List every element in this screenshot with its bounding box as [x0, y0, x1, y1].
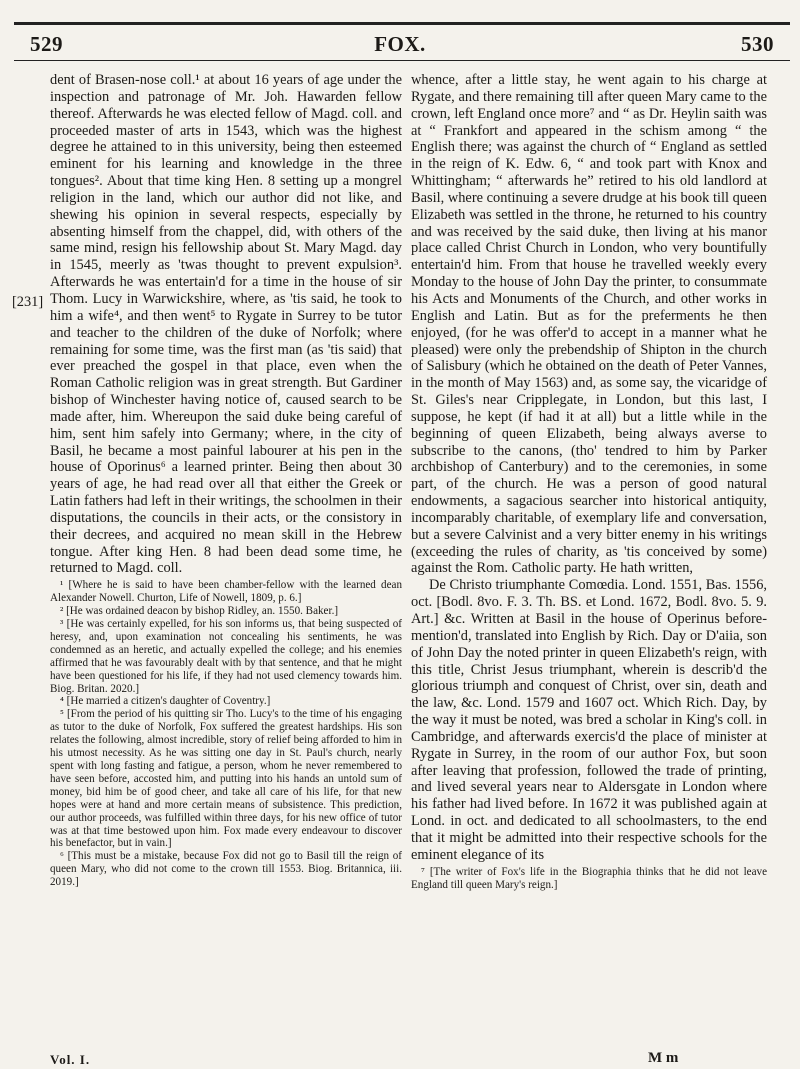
left-paragraph: dent of Brasen-nose coll.¹ at about 16 years of age under the inspection and patronage of Mr. Joh. Hawarden fellow thereof. Afterwards he was elected fellow of Magd. coll. and proceeded master of arts in 1543, which was the highest degree he attained to in this university, being then esteemed eminent for his learning and knowledge in the three tongues². About that time king Hen. 8 setting up a mongrel religion in the land, which our author did not like, and shewing his opinion in several respects, especially by absenting himself from the chappel, did, with others of the same mind, resign his fellowship about St. Mary Magd. day in 1545, meerly as 'twas thought to prevent expulsion³. Afterwards he was entertain'd for a time in the house of sir Thom. Lucy in Warwickshire, where, as 'tis said, he took to him a wife⁴, and then went⁵ to Rygate in Surrey to be tutor and teacher to the children of the duke of Norfolk; where remaining for some time, was the first man (as 'tis said) that ever preached the gospel in that place, even when the Roman Catholic religion was in great strength. But Gardiner bishop of Winchester having notice of, caused search to be made after, him. Whereupon the said duke being careful of him, sent him safely into Germany; where, in the city of Basil, he became a most painful labourer at his pen in the house of Oporinus⁶ a learned printer. Being then about 30 years of age, he had read over all that either the Greek or Latin fathers had left in their writings, the schoolmen in their disputations, the councils in their acts, or the consistory in their decrees, and acquired no mean skill in the Hebrew tongue. After king Hen. 8 had been dead some time, he returned to Magd. coll.	[50, 72, 402, 577]
left-body-text	[50, 72, 402, 577]
left-column	[50, 72, 402, 889]
footnote: ² [He was ordained deacon by bishop Ridley, an. 1550. Baker.]	[60, 605, 339, 618]
right-footnotes	[411, 866, 767, 892]
page-number-right: 530	[741, 32, 774, 56]
signature-mark: M m	[648, 1050, 679, 1066]
margin-page-reference: [231]	[12, 294, 44, 310]
running-title: FOX.	[374, 32, 426, 56]
footnote: ¹ [Where he is said to have been chamber-fellow with the learned dean Alexander Nowell. Churton, Life of Nowell, 1809, p. 6.]	[50, 579, 402, 605]
footnote: ⁶ [This must be a mistake, because Fox did not go to Basil till the reign of queen Mary, who did not come to the crown till 1553. Biog. Britannica, iii. 2019.]	[50, 850, 402, 889]
header-rule	[14, 60, 790, 61]
right-column	[411, 72, 767, 891]
volume-mark: Vol. I.	[50, 1052, 91, 1067]
right-paragraph: De Christo triumphante Comœdia. Lond. 1551, Bas. 1556, oct. [Bodl. 8vo. F. 3. Th. BS. et Lond. 1672, Bodl. 8vo. 5. 9. Art.] &c. Written at Basil in the house of Operinus before-mention'd, translated into English by Rich. Day or D'aiia, son of John Day the noted printer in queen Elizabeth's reign, with this title, Christ Jesus triumphant, wherein is describ'd the glorious triumph and conquest of Christ, over sin, death and the law, &c. Lond. 1579 and 1607 oct. Which Rich. Day, by the way it must be noted, was bred a scholar in King's coll. in Cambridge, and afterwards exercis'd the place of minister at Rygate in Surrey, in the room of our author Fox, but soon after leaving that profession, followed the trade of printing, and lived several years near to Aldersgate in London where his father had lived before. In 1672 it was published again at Lond. in oct. and dedicated to all schoolmasters, to the end that it might be admitted into their respective schools for the eminent elegance of its	[411, 577, 767, 863]
footnote: ³ [He was certainly expelled, for his son informs us, that being suspected of heresy, and, upon examination not concealing his sentiments, he was condemned as an heretic, and actually expelled the college; and his enemies affirmed that he was favourably dealt with by that sentence, and that he might have been questioned for his life, if they had not used clemency towards him. Biog. Britan. 2020.]	[50, 618, 402, 695]
footnote: ⁴ [He married a citizen's daughter of Coventry.]	[60, 695, 271, 708]
top-rule	[14, 22, 790, 25]
left-footnotes	[50, 579, 402, 889]
right-paragraph: whence, after a little stay, he went again to his charge at Rygate, and there remaining till after queen Mary came to the crown, left England once more⁷ and “ as Dr. Heylin saith was at “ Frankfort and appeared in the schism among “ the English there; was against the church of “ England as settled in the reign of K. Edw. 6, “ and took part with Knox and Whittingham; “ afterwards he” retired to his old landlord at Basil, where continuing a severe drudge at his book till queen Elizabeth was settled in the throne, he returned to his country and was received by the said duke, then living at his manor place called Christ Church in London, who very bountifully entertain'd him. From that house he travelled weekly every Monday to the house of John Day the printer, to consummate his Acts and Monuments of the Church, and other works in English and Latin. But as for the preferments he then enjoyed, (for he was offer'd to accept in a manner what he pleased) were only the prebendship of Shipton in the church of Salisbury (which he obtained on the death of Peter Vannes, in the month of May 1563) and, as some say, the vicaridge of St. Giles's near Cripplegate, in London, but this last, I suppose, he kept (if had it at all) but a little while in the beginning of queen Elizabeth, being always averse to subscribe to the canons, (tho' tendred to him by Parker archbishop of Canterbury) and to the ceremonies, in some part, of the church. He was a person of good natural endowments, a sagacious searcher into historical antiquity, incomparably charitable, of exemplary life and conversation, but a severe Calvinist and a very bitter enemy in his writings (exceeding the rules of charity, as 'tis conceived by some) against the Rom. Catholic party. He hath written,	[411, 72, 767, 577]
page-number-left: 529	[30, 32, 63, 56]
right-body-text	[411, 72, 767, 864]
running-header	[0, 30, 800, 60]
footnote: ⁷ [The writer of Fox's life in the Biographia thinks that he did not leave England till queen Mary's reign.]	[411, 865, 767, 891]
footnote: ⁵ [From the period of his quitting sir Tho. Lucy's to the time of his engaging as tutor to the duke of Norfolk, Fox suffered the greatest hardships. His son relates the following, almost incredible, story of relief being afforded to him in his utmost necessity. As he was sitting one day in St. Paul's church, nearly spent with long fasting and fatigue, a person, whom he never remembered to have seen before, accosted him, and putting into his hands an untold sum of money, bid him be of good cheer, and take all care of his life, for that new hopes were at hand and more certain means of subsistence. This prediction, our author proceeds, was fulfilled within three days, for his new office of tutor was at that time bestowed upon him. Fox made every endeavour to discover his benefactor, but in vain.]	[50, 708, 402, 850]
